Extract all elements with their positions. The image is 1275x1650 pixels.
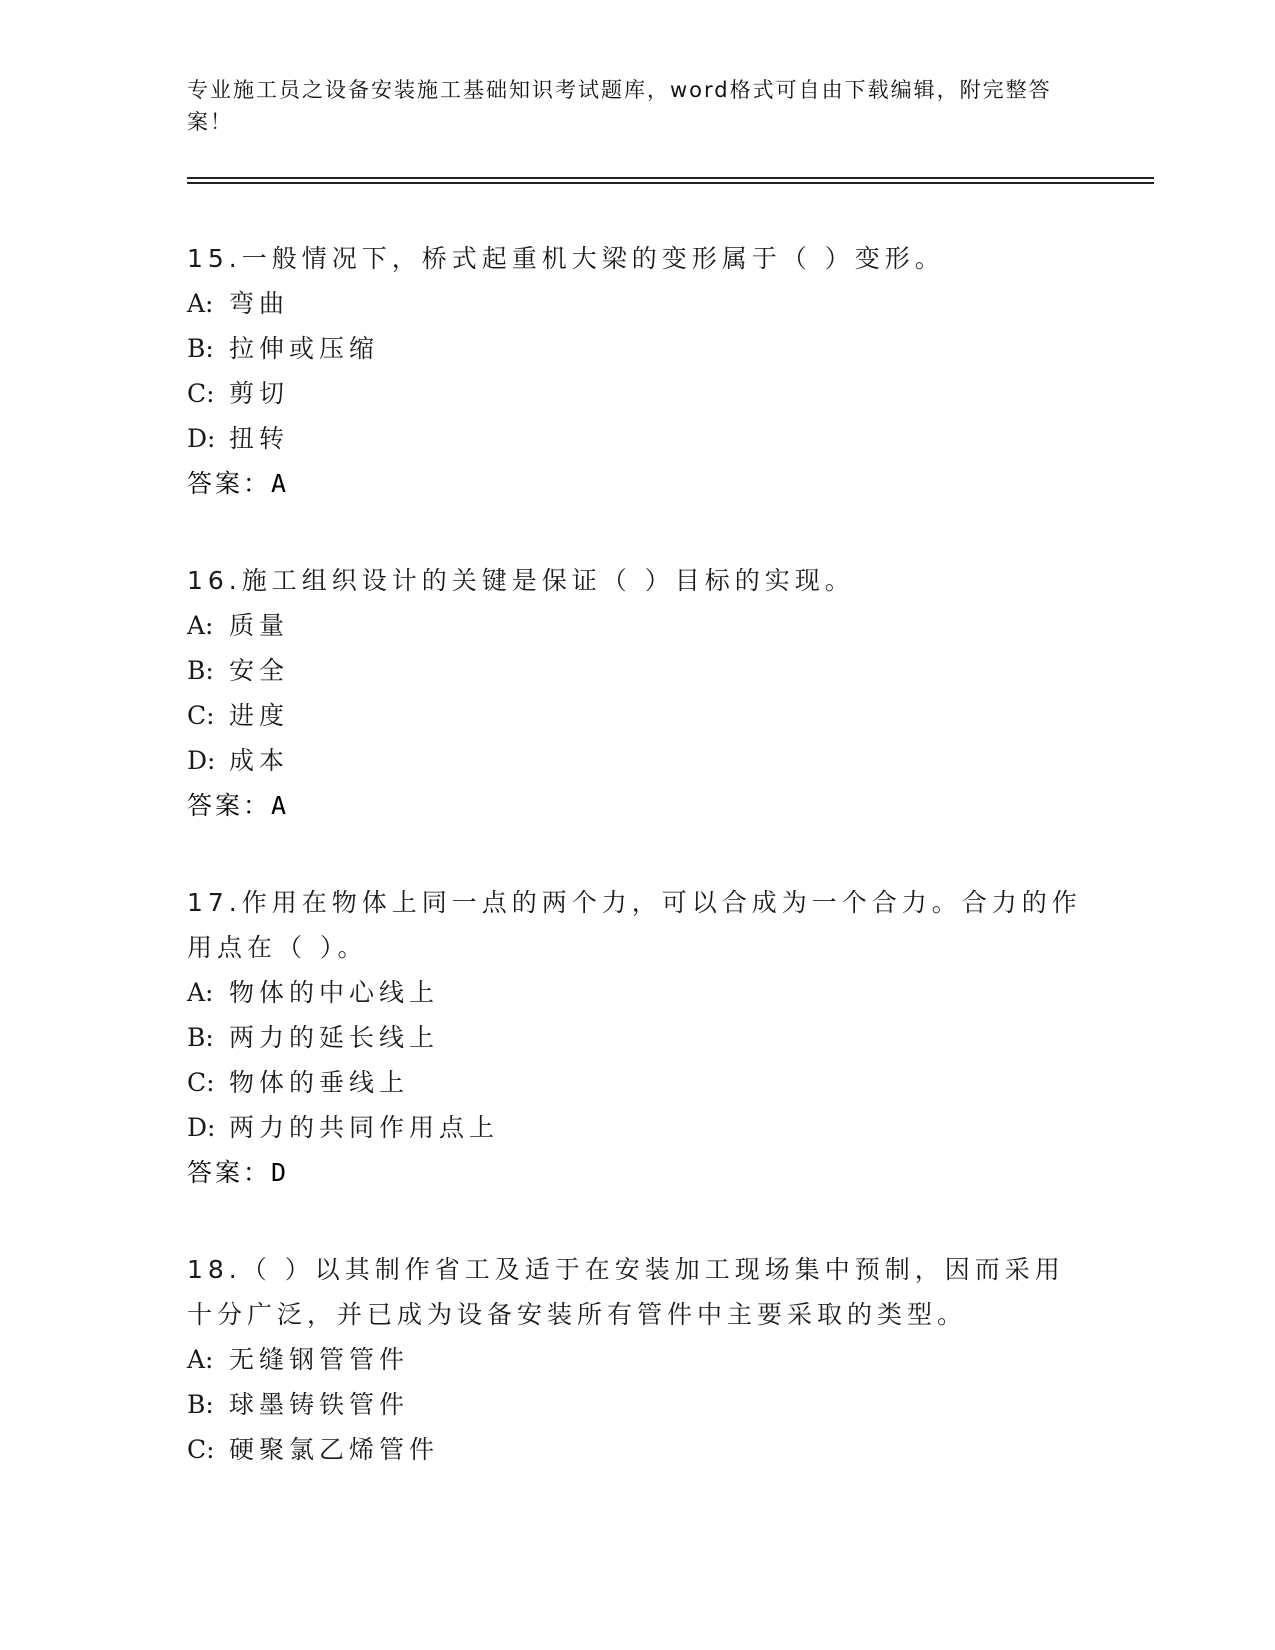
option-text: 安全 [229, 656, 290, 685]
option-letter: B: [187, 1023, 214, 1052]
option-a [187, 1337, 1087, 1382]
question-stem: 施工组织设计的关键是保证（ ）目标的实现。 [241, 566, 855, 595]
option-text: 扭转 [229, 424, 290, 453]
answer-label: 答案： [187, 1158, 272, 1187]
option-text: 进度 [229, 701, 290, 730]
option-letter: B: [187, 656, 214, 685]
option-letter: D: [187, 1113, 216, 1142]
option-b [187, 648, 1087, 693]
option-text: 物体的垂线上 [229, 1068, 410, 1097]
option-text: 弯曲 [229, 289, 290, 318]
option-d [187, 416, 1087, 461]
option-text: 无缝钢管管件 [229, 1345, 410, 1374]
answer-value: A [271, 791, 290, 820]
option-a [187, 603, 1087, 648]
question-18 [187, 1247, 1087, 1472]
question-text [187, 558, 1087, 603]
option-text: 两力的共同作用点上 [229, 1113, 500, 1142]
question-number: 18. [187, 1255, 242, 1284]
option-c [187, 1427, 1087, 1472]
option-c [187, 693, 1087, 738]
option-a [187, 281, 1087, 326]
option-letter: B: [187, 334, 214, 363]
header-divider-top [187, 177, 1154, 179]
answer-value: D [271, 1158, 290, 1187]
option-text: 物体的中心线上 [229, 978, 440, 1007]
option-letter: C: [187, 379, 215, 408]
document-header: 专业施工员之设备安装施工基础知识考试题库，word格式可自由下载编辑，附完整答案！ [187, 78, 1052, 134]
question-stem: 一般情况下，桥式起重机大梁的变形属于（ ）变形。 [241, 244, 945, 273]
option-letter: D: [187, 424, 216, 453]
option-letter: C: [187, 1068, 215, 1097]
option-letter: A: [187, 289, 214, 318]
option-text: 剪切 [229, 379, 290, 408]
option-c [187, 1060, 1087, 1105]
option-letter: C: [187, 1435, 215, 1464]
answer-line [187, 1150, 1087, 1195]
question-17 [187, 880, 1087, 1195]
option-c [187, 371, 1087, 416]
option-d [187, 738, 1087, 783]
header-divider-bottom [187, 182, 1154, 184]
option-text: 硬聚氯乙烯管件 [229, 1435, 440, 1464]
option-letter: A: [187, 611, 214, 640]
question-number: 15. [187, 244, 242, 273]
option-letter: A: [187, 978, 214, 1007]
option-letter: A: [187, 1345, 214, 1374]
question-number: 17. [187, 888, 242, 917]
answer-value: A [271, 469, 290, 498]
question-16 [187, 558, 1087, 828]
answer-line [187, 461, 1087, 506]
option-b [187, 1382, 1087, 1427]
option-b [187, 1015, 1087, 1060]
question-number: 16. [187, 566, 242, 595]
question-stem: （ ）以其制作省工及适于在安装加工现场集中预制，因而采用十分广泛，并已成为设备安装所有管件中主要采取的类型。 [187, 1255, 1065, 1329]
option-letter: B: [187, 1390, 214, 1419]
question-list [187, 236, 1087, 1524]
answer-label: 答案： [187, 791, 272, 820]
option-text: 成本 [229, 746, 290, 775]
question-text [187, 880, 1087, 970]
question-stem: 作用在物体上同一点的两个力，可以合成为一个合力。合力的作用点在（ ）。 [187, 888, 1082, 962]
question-text [187, 1247, 1087, 1337]
option-b [187, 326, 1087, 371]
question-text [187, 236, 1087, 281]
option-text: 质量 [229, 611, 290, 640]
option-d [187, 1105, 1087, 1150]
answer-line [187, 783, 1087, 828]
question-15 [187, 236, 1087, 506]
option-text: 球墨铸铁管件 [229, 1390, 410, 1419]
option-letter: C: [187, 701, 215, 730]
option-text: 两力的延长线上 [229, 1023, 440, 1052]
answer-label: 答案： [187, 469, 272, 498]
option-text: 拉伸或压缩 [229, 334, 380, 363]
option-a [187, 970, 1087, 1015]
option-letter: D: [187, 746, 216, 775]
